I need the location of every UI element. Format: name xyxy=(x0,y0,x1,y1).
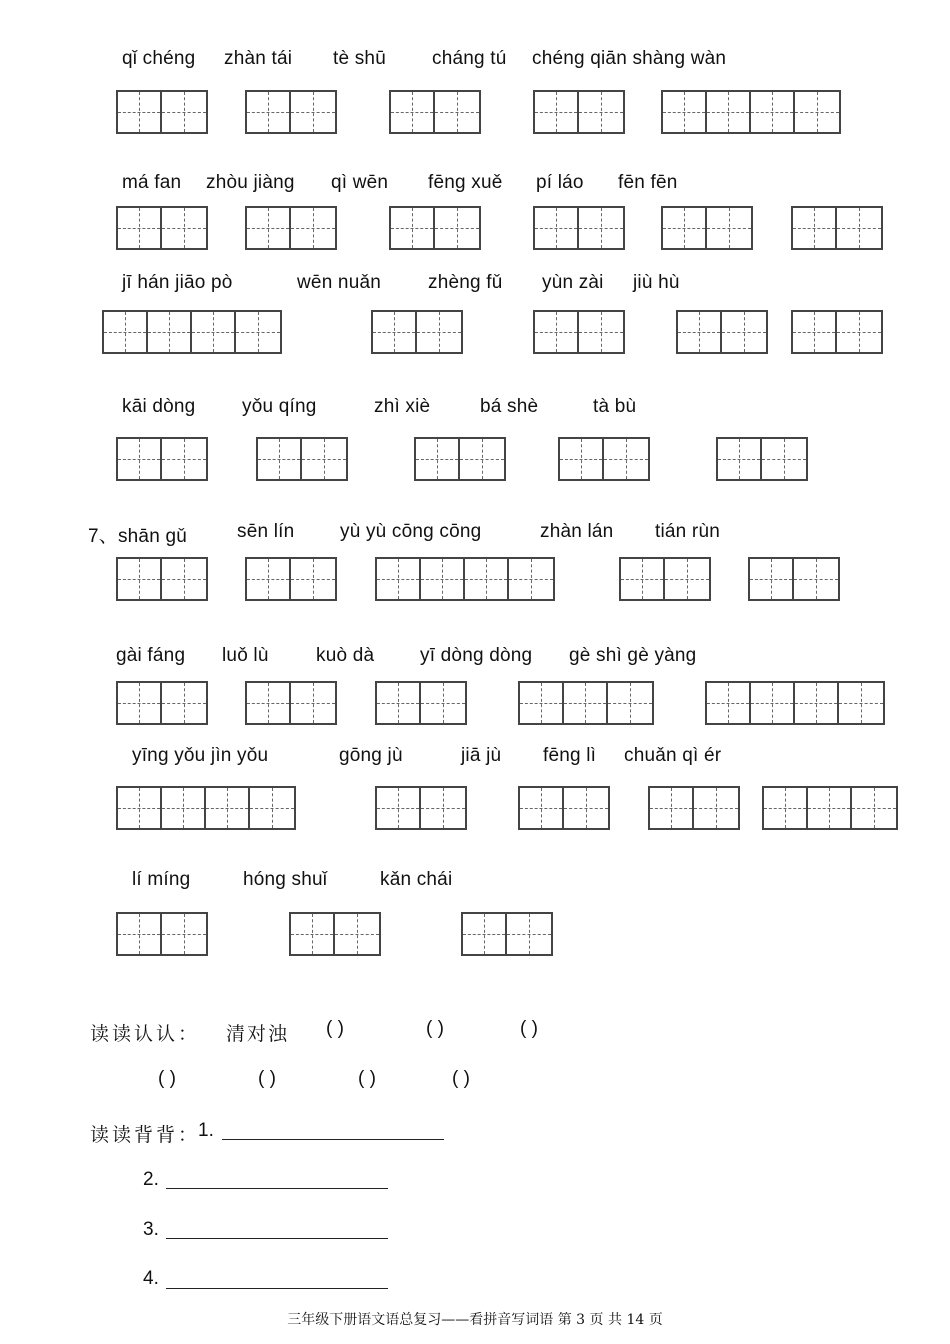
writing-grid[interactable] xyxy=(661,90,841,134)
pinyin-word: tián rùn xyxy=(655,521,720,542)
pinyin-word: chuǎn qì ér xyxy=(624,745,722,766)
answer-blank[interactable]: ( ) xyxy=(326,1018,344,1039)
item-number: 2. xyxy=(143,1169,159,1190)
answer-line[interactable] xyxy=(166,1238,388,1239)
answer-blank[interactable]: ( ) xyxy=(358,1068,376,1089)
pinyin-word: cháng tú xyxy=(432,48,507,69)
pinyin-word: bá shè xyxy=(480,396,539,417)
writing-grid[interactable] xyxy=(389,90,481,134)
writing-grid[interactable] xyxy=(116,437,208,481)
writing-grid[interactable] xyxy=(558,437,650,481)
pinyin-word: chéng qiān shàng wàn xyxy=(532,48,727,69)
pinyin-word: 7、shān gǔ xyxy=(88,526,187,547)
writing-grid[interactable] xyxy=(461,912,553,956)
pinyin-word: kǎn chái xyxy=(380,869,453,890)
writing-grid[interactable] xyxy=(116,681,208,725)
recite-label: 读读背背： xyxy=(90,1124,201,1146)
writing-grid[interactable] xyxy=(791,206,883,250)
pinyin-word: fēng xuě xyxy=(428,172,503,193)
pinyin-word: pí láo xyxy=(536,172,584,193)
writing-grid[interactable] xyxy=(245,206,337,250)
answer-line[interactable] xyxy=(222,1139,444,1140)
pinyin-word: jiù hù xyxy=(633,272,680,293)
writing-grid[interactable] xyxy=(518,786,610,830)
writing-grid[interactable] xyxy=(375,786,467,830)
pinyin-word: yǒu qíng xyxy=(242,396,317,417)
writing-grid[interactable] xyxy=(533,310,625,354)
writing-grid[interactable] xyxy=(648,786,740,830)
answer-blank[interactable]: ( ) xyxy=(426,1018,444,1039)
pinyin-word: yī dòng dòng xyxy=(420,645,533,666)
pinyin-word: kuò dà xyxy=(316,645,375,666)
writing-grid[interactable] xyxy=(245,90,337,134)
pinyin-word: qì wēn xyxy=(331,172,389,193)
writing-grid[interactable] xyxy=(375,681,467,725)
writing-grid[interactable] xyxy=(116,786,296,830)
writing-grid[interactable] xyxy=(116,912,208,956)
item-number: 3. xyxy=(143,1219,159,1240)
pinyin-word: gài fáng xyxy=(116,645,186,666)
pinyin-word: zhàn tái xyxy=(224,48,293,69)
page-footer: 三年级下册语文语总复习——看拼音写词语 第 3 页 共 14 页 xyxy=(287,1312,663,1328)
pinyin-word: má fan xyxy=(122,172,182,193)
pinyin-word: zhèng fǔ xyxy=(428,272,503,293)
answer-blank[interactable]: ( ) xyxy=(258,1068,276,1089)
pinyin-word: lí míng xyxy=(132,869,191,890)
writing-grid[interactable] xyxy=(245,681,337,725)
answer-line[interactable] xyxy=(166,1288,388,1289)
writing-grid[interactable] xyxy=(748,557,840,601)
writing-grid[interactable] xyxy=(533,90,625,134)
pinyin-word: wēn nuǎn xyxy=(297,272,382,293)
writing-grid[interactable] xyxy=(389,206,481,250)
writing-grid[interactable] xyxy=(762,786,898,830)
answer-blank[interactable]: ( ) xyxy=(520,1018,538,1039)
pinyin-word: zhì xiè xyxy=(374,396,431,417)
writing-grid[interactable] xyxy=(791,310,883,354)
writing-grid[interactable] xyxy=(676,310,768,354)
item-number: 4. xyxy=(143,1268,159,1289)
writing-grid[interactable] xyxy=(518,681,654,725)
pinyin-word: jī hán jiāo pò xyxy=(122,272,233,293)
pinyin-word: zhàn lán xyxy=(540,521,614,542)
writing-grid[interactable] xyxy=(414,437,506,481)
pinyin-word: yīng yǒu jìn yǒu xyxy=(132,745,269,766)
writing-grid[interactable] xyxy=(102,310,282,354)
pinyin-word: yù yù cōng cōng xyxy=(340,521,482,542)
pinyin-word: tè shū xyxy=(333,48,386,69)
writing-grid[interactable] xyxy=(256,437,348,481)
writing-grid[interactable] xyxy=(716,437,808,481)
read-recognize-chars: 清对浊 xyxy=(226,1023,290,1045)
writing-grid[interactable] xyxy=(533,206,625,250)
pinyin-word: gōng jù xyxy=(339,745,403,766)
pinyin-word: zhòu jiàng xyxy=(206,172,295,193)
pinyin-word: hóng shuǐ xyxy=(243,869,328,890)
pinyin-word: qǐ chéng xyxy=(122,48,196,69)
item-number: 1. xyxy=(198,1120,214,1141)
pinyin-word: jiā jù xyxy=(461,745,502,766)
writing-grid[interactable] xyxy=(371,310,463,354)
pinyin-word: sēn lín xyxy=(237,521,295,542)
answer-blank[interactable]: ( ) xyxy=(452,1068,470,1089)
pinyin-word: tà bù xyxy=(593,396,637,417)
writing-grid[interactable] xyxy=(661,206,753,250)
writing-grid[interactable] xyxy=(116,206,208,250)
writing-grid[interactable] xyxy=(245,557,337,601)
writing-grid[interactable] xyxy=(116,90,208,134)
pinyin-word: yùn zài xyxy=(542,272,604,293)
pinyin-word: fēng lì xyxy=(543,745,597,766)
read-recognize-label: 读读认认： xyxy=(90,1023,201,1045)
writing-grid[interactable] xyxy=(289,912,381,956)
answer-line[interactable] xyxy=(166,1188,388,1189)
answer-blank[interactable]: ( ) xyxy=(158,1068,176,1089)
writing-grid[interactable] xyxy=(116,557,208,601)
writing-grid[interactable] xyxy=(705,681,885,725)
writing-grid[interactable] xyxy=(619,557,711,601)
writing-grid[interactable] xyxy=(375,557,555,601)
pinyin-word: kāi dòng xyxy=(122,396,196,417)
pinyin-word: luǒ lù xyxy=(222,645,269,666)
pinyin-word: fēn fēn xyxy=(618,172,678,193)
pinyin-word: gè shì gè yàng xyxy=(569,645,697,666)
